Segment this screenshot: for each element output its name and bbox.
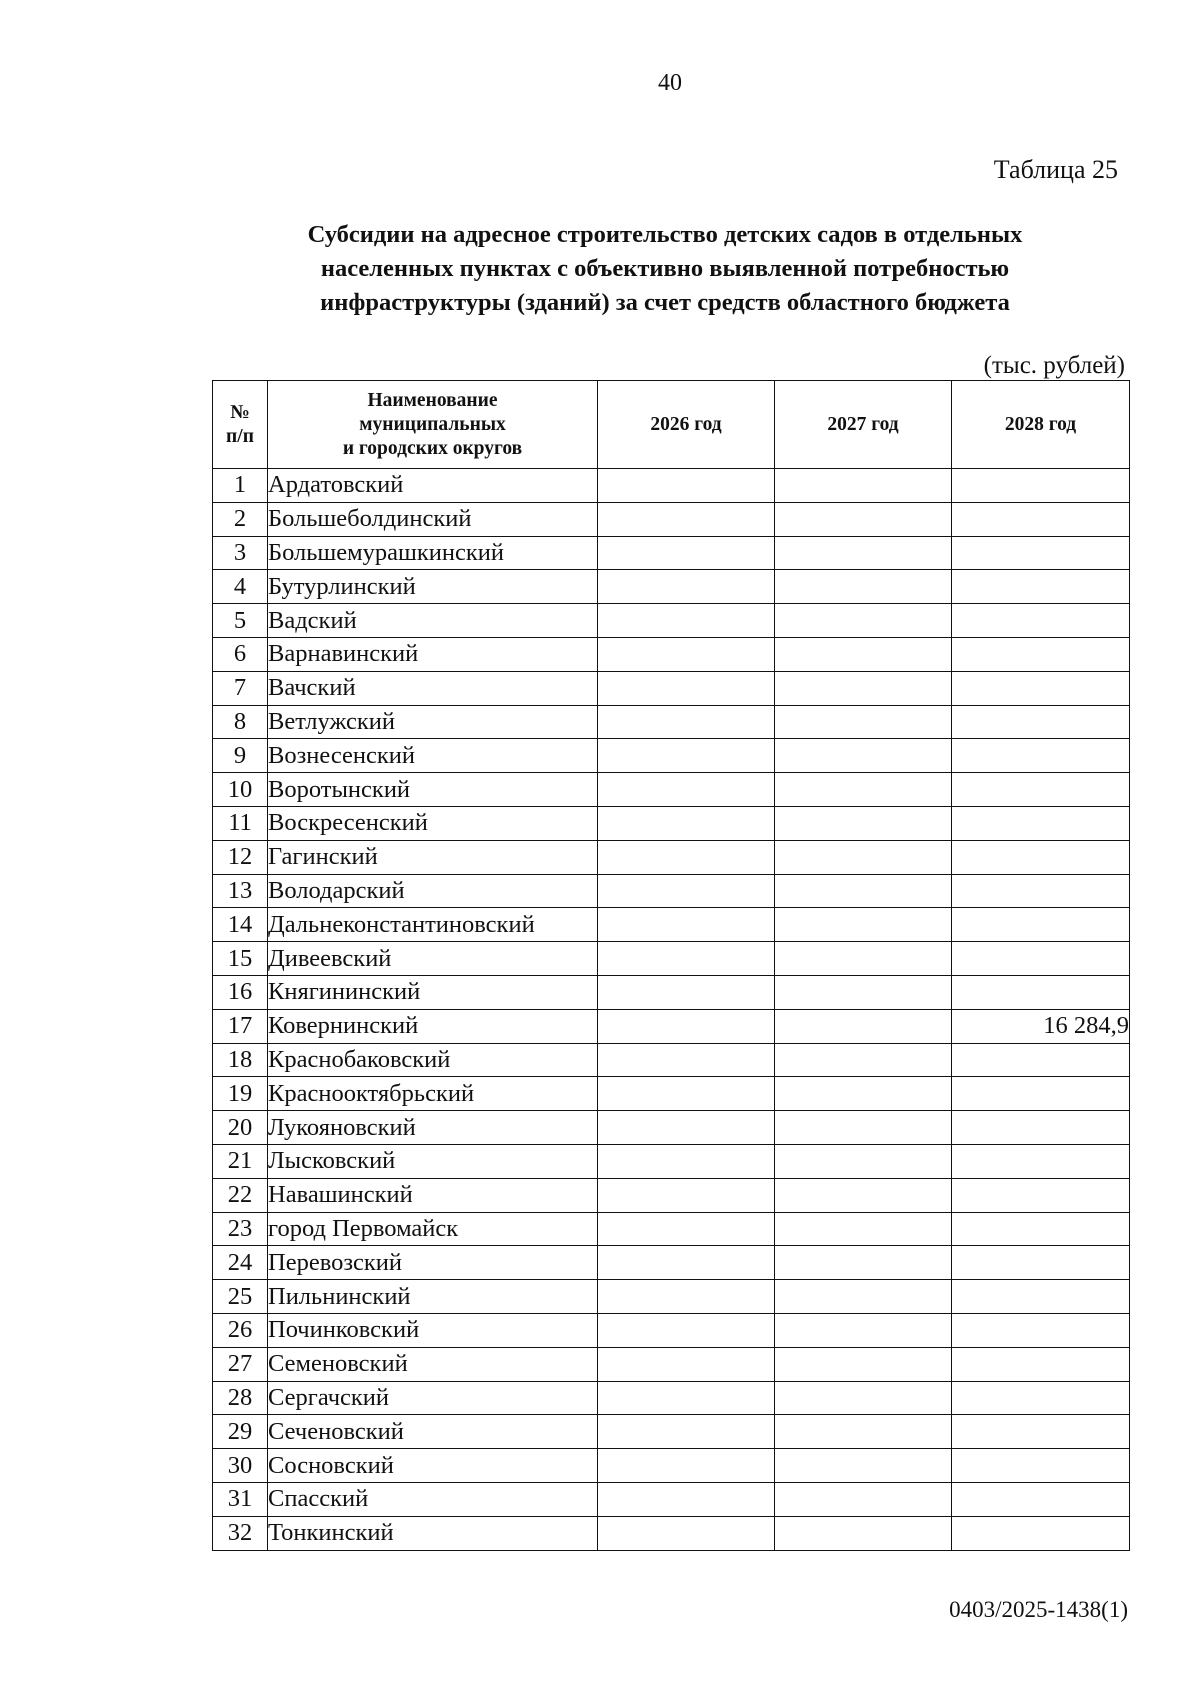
value-2027 (775, 1347, 952, 1381)
row-number: 6 (213, 637, 268, 671)
table-row (213, 1009, 1130, 1043)
value-2028 (952, 1144, 1130, 1178)
page-number: 40 (658, 70, 682, 96)
value-2027 (775, 1077, 952, 1111)
value-2027 (775, 1178, 952, 1212)
title-line: инфраструктуры (зданий) за счет средств областного бюджета (320, 289, 1010, 316)
municipality-name: Большемурашкинский (268, 536, 598, 570)
value-2027 (775, 570, 952, 604)
value-2028 (952, 806, 1130, 840)
row-number: 29 (213, 1415, 268, 1449)
value-2028 (952, 536, 1130, 570)
row-number: 20 (213, 1111, 268, 1145)
value-2027 (775, 469, 952, 503)
table-row (213, 975, 1130, 1009)
value-2027 (775, 637, 952, 671)
value-2027 (775, 536, 952, 570)
row-number: 32 (213, 1516, 268, 1550)
value-2026 (598, 1077, 775, 1111)
value-2027 (775, 1212, 952, 1246)
value-2026 (598, 1111, 775, 1145)
municipality-name: Вадский (268, 604, 598, 638)
row-number: 27 (213, 1347, 268, 1381)
value-2026 (598, 1415, 775, 1449)
header-num-line: № (230, 401, 250, 423)
document-title (200, 218, 1130, 320)
value-2027 (775, 1449, 952, 1483)
municipality-name: Лысковский (268, 1144, 598, 1178)
row-number: 24 (213, 1246, 268, 1280)
value-2028 (952, 908, 1130, 942)
table-row (213, 1111, 1130, 1145)
value-2028 (952, 1381, 1130, 1415)
municipality-name: Дивеевский (268, 942, 598, 976)
municipality-name: Пильнинский (268, 1280, 598, 1314)
value-2027 (775, 1482, 952, 1516)
row-number: 30 (213, 1449, 268, 1483)
row-number: 11 (213, 806, 268, 840)
municipality-name: Сосновский (268, 1449, 598, 1483)
value-2027 (775, 1516, 952, 1550)
value-2027 (775, 502, 952, 536)
row-number: 23 (213, 1212, 268, 1246)
table-row (213, 1077, 1130, 1111)
value-2026 (598, 1280, 775, 1314)
value-2028 (952, 1178, 1130, 1212)
value-2026 (598, 840, 775, 874)
value-2027 (775, 1043, 952, 1077)
value-2028 (952, 1415, 1130, 1449)
municipality-name: Вачский (268, 671, 598, 705)
municipality-name: Навашинский (268, 1178, 598, 1212)
value-2026 (598, 469, 775, 503)
table-row (213, 570, 1130, 604)
table-row (213, 1347, 1130, 1381)
value-2027 (775, 739, 952, 773)
row-number: 26 (213, 1313, 268, 1347)
municipality-name: Воскресенский (268, 806, 598, 840)
value-2028 (952, 942, 1130, 976)
municipality-name: Краснооктябрьский (268, 1077, 598, 1111)
municipality-name: город Первомайск (268, 1212, 598, 1246)
municipality-name: Сеченовский (268, 1415, 598, 1449)
row-number: 12 (213, 840, 268, 874)
table-row (213, 739, 1130, 773)
row-number: 18 (213, 1043, 268, 1077)
value-2026 (598, 739, 775, 773)
municipality-name: Вознесенский (268, 739, 598, 773)
municipality-name: Починковский (268, 1313, 598, 1347)
table-row (213, 604, 1130, 638)
header-num (213, 381, 268, 469)
value-2027 (775, 1144, 952, 1178)
header-name (268, 381, 598, 469)
subsidies-table (212, 380, 1130, 1551)
municipality-name: Ковернинский (268, 1009, 598, 1043)
header-name-line: Наименование (367, 389, 498, 411)
row-number: 10 (213, 773, 268, 807)
value-2027 (775, 1280, 952, 1314)
value-2028 (952, 502, 1130, 536)
table-body (213, 469, 1130, 1551)
table-row (213, 1381, 1130, 1415)
table-row (213, 1280, 1130, 1314)
value-2026 (598, 1043, 775, 1077)
value-2026 (598, 1516, 775, 1550)
value-2027 (775, 1415, 952, 1449)
value-2027 (775, 1381, 952, 1415)
row-number: 4 (213, 570, 268, 604)
header-2027: 2027 год (775, 381, 952, 469)
value-2026 (598, 1178, 775, 1212)
units-note: (тыс. рублей) (983, 352, 1125, 379)
row-number: 8 (213, 705, 268, 739)
value-2026 (598, 874, 775, 908)
municipality-name: Ардатовский (268, 469, 598, 503)
header-num-line: п/п (226, 425, 254, 447)
value-2026 (598, 975, 775, 1009)
value-2028 (952, 705, 1130, 739)
value-2028 (952, 604, 1130, 638)
table-row (213, 705, 1130, 739)
table-row (213, 874, 1130, 908)
table-row (213, 1144, 1130, 1178)
value-2027 (775, 1313, 952, 1347)
table-row (213, 637, 1130, 671)
table-row (213, 1482, 1130, 1516)
row-number: 17 (213, 1009, 268, 1043)
value-2026 (598, 637, 775, 671)
table-row (213, 1043, 1130, 1077)
municipality-name: Сергачский (268, 1381, 598, 1415)
value-2027 (775, 671, 952, 705)
row-number: 31 (213, 1482, 268, 1516)
value-2028 (952, 570, 1130, 604)
table-row (213, 1313, 1130, 1347)
municipality-name: Дальнеконстантиновский (268, 908, 598, 942)
value-2026 (598, 1482, 775, 1516)
header-name-line: и городских округов (342, 437, 523, 459)
row-number: 16 (213, 975, 268, 1009)
municipality-name: Варнавинский (268, 637, 598, 671)
document-code: 0403/2025-1438(1) (949, 1597, 1128, 1622)
value-2026 (598, 671, 775, 705)
value-2028 (952, 469, 1130, 503)
value-2026 (598, 570, 775, 604)
row-number: 28 (213, 1381, 268, 1415)
table-row (213, 1415, 1130, 1449)
value-2027 (775, 1009, 952, 1043)
row-number: 19 (213, 1077, 268, 1111)
value-2028 (952, 637, 1130, 671)
value-2028 (952, 1111, 1130, 1145)
municipality-name: Ветлужский (268, 705, 598, 739)
value-2027 (775, 874, 952, 908)
table-row (213, 1516, 1130, 1550)
value-2026 (598, 536, 775, 570)
title-line: населенных пунктах с объективно выявленной потребностью (320, 255, 1010, 282)
value-2026 (598, 1212, 775, 1246)
row-number: 7 (213, 671, 268, 705)
table-row (213, 536, 1130, 570)
value-2028 (952, 671, 1130, 705)
value-2028 (952, 1516, 1130, 1550)
value-2028 (952, 1347, 1130, 1381)
table-row (213, 1246, 1130, 1280)
table-header-row (213, 381, 1130, 469)
value-2028 (952, 1077, 1130, 1111)
value-2028 (952, 874, 1130, 908)
row-number: 13 (213, 874, 268, 908)
table-row (213, 671, 1130, 705)
table-row (213, 908, 1130, 942)
row-number: 3 (213, 536, 268, 570)
municipality-name: Бутурлинский (268, 570, 598, 604)
value-2027 (775, 975, 952, 1009)
municipality-name: Воротынский (268, 773, 598, 807)
value-2027 (775, 604, 952, 638)
value-2026 (598, 1347, 775, 1381)
value-2027 (775, 1111, 952, 1145)
value-2026 (598, 1381, 775, 1415)
municipality-name: Большеболдинский (268, 502, 598, 536)
value-2026 (598, 1144, 775, 1178)
title-line: Субсидии на адресное строительство детских садов в отдельных (307, 221, 1023, 248)
table-row (213, 502, 1130, 536)
row-number: 15 (213, 942, 268, 976)
table-row (213, 1212, 1130, 1246)
value-2027 (775, 705, 952, 739)
value-2027 (775, 773, 952, 807)
value-2026 (598, 1313, 775, 1347)
value-2027 (775, 806, 952, 840)
row-number: 21 (213, 1144, 268, 1178)
value-2027 (775, 840, 952, 874)
value-2026 (598, 806, 775, 840)
value-2028 (952, 1212, 1130, 1246)
row-number: 14 (213, 908, 268, 942)
value-2027 (775, 942, 952, 976)
value-2026 (598, 1449, 775, 1483)
value-2026 (598, 705, 775, 739)
table-row (213, 942, 1130, 976)
row-number: 5 (213, 604, 268, 638)
value-2028 (952, 1449, 1130, 1483)
table-row (213, 1178, 1130, 1212)
value-2028: 16 284,9 (952, 1009, 1130, 1043)
value-2028 (952, 840, 1130, 874)
header-2026: 2026 год (598, 381, 775, 469)
value-2026 (598, 942, 775, 976)
table-row (213, 806, 1130, 840)
municipality-name: Гагинский (268, 840, 598, 874)
value-2026 (598, 1009, 775, 1043)
municipality-name: Семеновский (268, 1347, 598, 1381)
table-label: Таблица 25 (993, 155, 1118, 184)
row-number: 9 (213, 739, 268, 773)
value-2028 (952, 975, 1130, 1009)
row-number: 22 (213, 1178, 268, 1212)
row-number: 25 (213, 1280, 268, 1314)
value-2026 (598, 604, 775, 638)
municipality-name: Краснобаковский (268, 1043, 598, 1077)
table-row (213, 1449, 1130, 1483)
value-2028 (952, 1313, 1130, 1347)
value-2028 (952, 1482, 1130, 1516)
value-2028 (952, 1246, 1130, 1280)
value-2026 (598, 773, 775, 807)
municipality-name: Княгининский (268, 975, 598, 1009)
table-row (213, 840, 1130, 874)
municipality-name: Тонкинский (268, 1516, 598, 1550)
row-number: 2 (213, 502, 268, 536)
value-2028 (952, 773, 1130, 807)
header-2028: 2028 год (952, 381, 1130, 469)
table-row (213, 469, 1130, 503)
value-2028 (952, 739, 1130, 773)
value-2027 (775, 908, 952, 942)
table-row (213, 773, 1130, 807)
row-number: 1 (213, 469, 268, 503)
value-2026 (598, 1246, 775, 1280)
value-2027 (775, 1246, 952, 1280)
value-2028 (952, 1043, 1130, 1077)
municipality-name: Володарский (268, 874, 598, 908)
municipality-name: Спасский (268, 1482, 598, 1516)
municipality-name: Перевозский (268, 1246, 598, 1280)
municipality-name: Лукояновский (268, 1111, 598, 1145)
value-2026 (598, 908, 775, 942)
header-name-line: муниципальных (359, 413, 506, 435)
value-2028 (952, 1280, 1130, 1314)
value-2026 (598, 502, 775, 536)
